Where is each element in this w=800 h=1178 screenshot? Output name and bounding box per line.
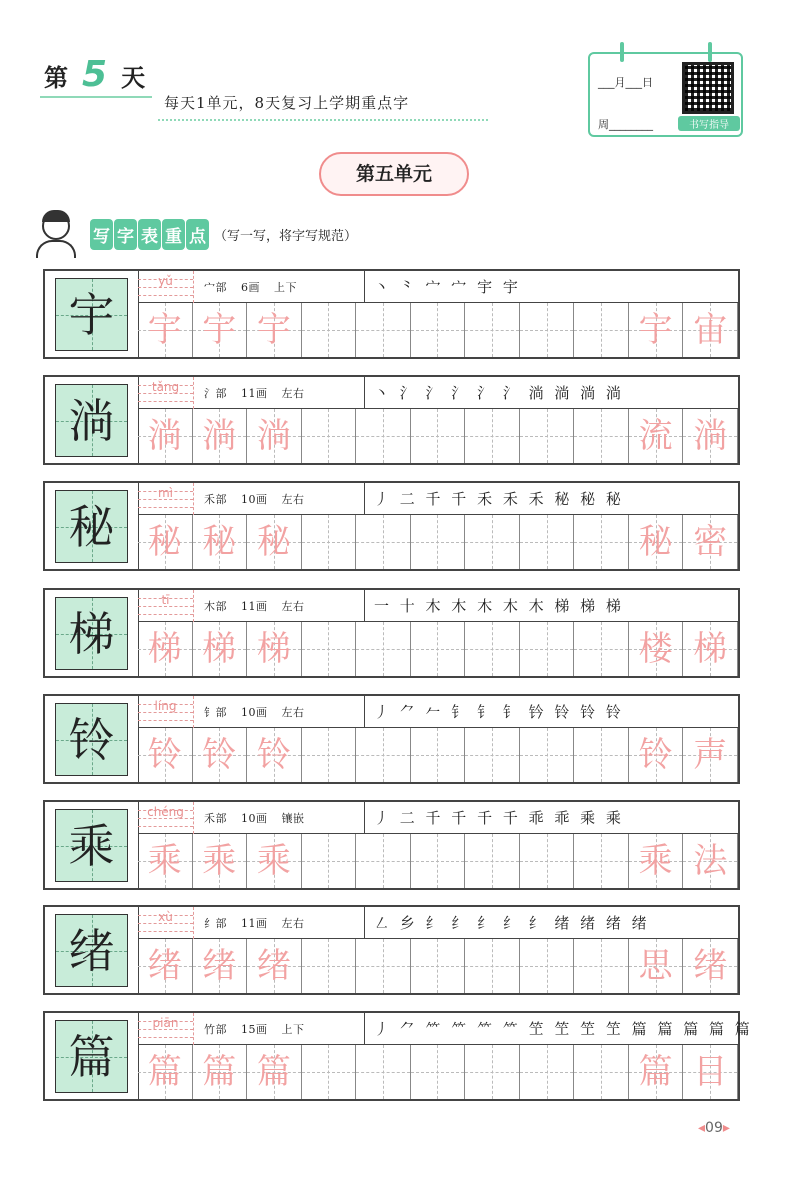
practice-cell[interactable] (629, 939, 684, 993)
practice-cell[interactable] (356, 409, 411, 463)
practice-cell[interactable] (247, 728, 302, 782)
main-char-box (55, 597, 128, 670)
trace-char: 篇 (202, 1052, 237, 1092)
radical: 禾部 (204, 812, 227, 825)
main-char-box (55, 914, 128, 987)
main-char-box (55, 384, 128, 457)
practice-cell[interactable] (247, 303, 302, 357)
word-char: 声 (693, 735, 728, 775)
practice-cell[interactable] (520, 728, 575, 782)
practice-cell[interactable] (193, 409, 248, 463)
trace-char: 乘 (256, 841, 291, 881)
date-field[interactable]: ___月___日 (598, 76, 653, 89)
practice-cell[interactable] (520, 409, 575, 463)
char-row (43, 375, 740, 465)
main-char-box (55, 703, 128, 776)
practice-cell[interactable] (302, 515, 357, 569)
date-card (588, 52, 743, 137)
stroke-count: 10画 (241, 493, 268, 506)
char-row (43, 481, 740, 571)
word-char: 宇 (638, 310, 673, 350)
radical: 木部 (204, 600, 227, 613)
word-char: 法 (693, 841, 728, 881)
practice-cell[interactable] (247, 622, 302, 676)
stroke-order: 丿 二 千 千 千 千 乖 乖 乘 乘 (374, 809, 624, 827)
practice-cell[interactable] (574, 622, 629, 676)
structure: 左右 (281, 493, 305, 506)
pinyin: yǔ (158, 274, 173, 288)
practice-cell[interactable] (302, 1045, 357, 1099)
structure: 左右 (281, 917, 305, 930)
practice-cell[interactable] (683, 1045, 738, 1099)
trace-char: 铃 (202, 735, 237, 775)
pinyin: tǎng (151, 380, 180, 394)
practice-cell[interactable] (520, 622, 575, 676)
pinyin: líng (154, 699, 177, 713)
practice-cell[interactable] (629, 728, 684, 782)
practice-cell[interactable] (629, 1045, 684, 1099)
practice-cell[interactable] (683, 728, 738, 782)
char-info (204, 1021, 305, 1037)
char-info (204, 491, 305, 507)
pinyin-box (138, 483, 194, 515)
stroke-order: 丶 ⺀ 宀 宀 宇 宇 (374, 278, 521, 296)
unit-title: 第五单元 (319, 152, 469, 196)
practice-cell[interactable] (356, 1045, 411, 1099)
practice-cell[interactable] (629, 622, 684, 676)
practice-cell[interactable] (465, 1045, 520, 1099)
day-number: 5 (82, 54, 108, 95)
practice-grid (138, 728, 738, 782)
practice-cell[interactable] (193, 622, 248, 676)
pinyin-box (138, 802, 194, 834)
practice-grid (138, 303, 738, 357)
char-info (204, 385, 305, 401)
practice-cell[interactable] (683, 939, 738, 993)
word-char: 宙 (693, 310, 728, 350)
practice-cell[interactable] (411, 515, 466, 569)
word-char: 铃 (638, 735, 673, 775)
pinyin-box (138, 1013, 194, 1045)
practice-cell[interactable] (683, 622, 738, 676)
stroke-count: 11画 (241, 600, 268, 613)
practice-cell[interactable] (411, 622, 466, 676)
radical: 氵部 (204, 387, 227, 400)
practice-cell[interactable] (411, 1045, 466, 1099)
radical: 竹部 (204, 1023, 227, 1036)
practice-cell[interactable] (520, 939, 575, 993)
word-char: 秘 (638, 522, 673, 562)
char-info (204, 810, 305, 826)
radical: 钅部 (204, 706, 227, 719)
structure: 镶嵌 (281, 812, 305, 825)
main-char-box (55, 490, 128, 563)
trace-char: 宇 (256, 310, 291, 350)
trace-char: 宇 (202, 310, 237, 350)
section-label-char: 点 (186, 219, 209, 250)
practice-cell[interactable] (138, 834, 193, 888)
char-info (204, 279, 297, 295)
week-field[interactable]: 周________ (598, 118, 653, 131)
info-strip (138, 696, 738, 728)
section-header (32, 210, 357, 258)
subtitle: 每天1单元，8天复习上学期重点字 (158, 92, 488, 121)
main-char: 乘 (68, 819, 115, 873)
stroke-count: 10画 (241, 706, 268, 719)
pinyin-box (138, 590, 194, 622)
practice-cell[interactable] (138, 515, 193, 569)
practice-cell[interactable] (411, 409, 466, 463)
main-char: 篇 (68, 1030, 115, 1084)
practice-cell[interactable] (302, 834, 357, 888)
stroke-order: 丶 氵 氵 氵 氵 氵 淌 淌 淌 淌 (374, 384, 624, 402)
word-char: 密 (693, 522, 728, 562)
word-char: 目 (693, 1052, 728, 1092)
trace-char: 秘 (147, 522, 182, 562)
practice-cell[interactable] (574, 1045, 629, 1099)
trace-char: 篇 (256, 1052, 291, 1092)
info-strip (138, 271, 738, 303)
practice-cell[interactable] (302, 939, 357, 993)
main-char: 淌 (68, 394, 115, 448)
word-char: 乘 (638, 841, 673, 881)
practice-cell[interactable] (302, 622, 357, 676)
practice-grid (138, 834, 738, 888)
word-char: 篇 (638, 1052, 673, 1092)
structure: 左右 (281, 706, 305, 719)
practice-cell[interactable] (574, 303, 629, 357)
main-char-box (55, 278, 128, 351)
word-char: 绪 (693, 946, 728, 986)
trace-char: 铃 (147, 735, 182, 775)
char-info (204, 598, 305, 614)
practice-cell[interactable] (683, 515, 738, 569)
practice-cell[interactable] (629, 515, 684, 569)
info-strip (138, 907, 738, 939)
practice-cell[interactable] (356, 728, 411, 782)
stroke-count: 10画 (241, 812, 268, 825)
practice-cell[interactable] (193, 834, 248, 888)
practice-cell[interactable] (356, 303, 411, 357)
structure: 上下 (281, 1023, 305, 1036)
radical: 禾部 (204, 493, 227, 506)
practice-cell[interactable] (574, 409, 629, 463)
radical: 纟部 (204, 917, 227, 930)
page-number: ◂09▸ (698, 1120, 730, 1136)
practice-cell[interactable] (520, 1045, 575, 1099)
boy-mascot-icon (32, 210, 84, 258)
page-number-text: 09 (705, 1120, 723, 1136)
practice-cell[interactable] (302, 303, 357, 357)
practice-grid (138, 515, 738, 569)
pinyin: mì (157, 486, 174, 500)
main-char: 梯 (68, 607, 115, 661)
section-label-char: 写 (90, 219, 113, 250)
practice-cell[interactable] (574, 939, 629, 993)
stroke-count: 11画 (241, 917, 268, 930)
practice-cell[interactable] (520, 834, 575, 888)
ring-icon (620, 42, 624, 62)
radical: 宀部 (204, 281, 227, 294)
trace-char: 秘 (256, 522, 291, 562)
practice-cell[interactable] (629, 409, 684, 463)
day-prefix: 第 (44, 64, 68, 92)
main-char-box (55, 1020, 128, 1093)
info-strip (138, 1013, 753, 1045)
practice-cell[interactable] (138, 939, 193, 993)
day-suffix: 天 (121, 64, 146, 92)
char-row (43, 1011, 753, 1101)
practice-cell[interactable] (574, 728, 629, 782)
practice-cell[interactable] (520, 515, 575, 569)
practice-cell[interactable] (683, 303, 738, 357)
structure: 左右 (281, 387, 305, 400)
practice-cell[interactable] (193, 1045, 248, 1099)
char-info (204, 704, 305, 720)
char-row (43, 905, 740, 995)
day-title (44, 54, 145, 95)
practice-cell[interactable] (683, 834, 738, 888)
word-char: 梯 (693, 629, 728, 669)
word-char: 楼 (638, 629, 673, 669)
practice-cell[interactable] (302, 728, 357, 782)
practice-cell[interactable] (356, 622, 411, 676)
practice-cell[interactable] (629, 303, 684, 357)
practice-cell[interactable] (465, 939, 520, 993)
stroke-order: 一 十 木 木 木 木 木 梯 梯 梯 (374, 597, 624, 615)
ring-icon (708, 42, 712, 62)
practice-cell[interactable] (302, 409, 357, 463)
practice-cell[interactable] (520, 303, 575, 357)
stroke-order: 丿 二 千 千 禾 禾 禾 秘 秘 秘 (374, 490, 624, 508)
main-char: 宇 (68, 288, 115, 342)
char-row (43, 800, 740, 890)
structure: 上下 (274, 281, 297, 294)
stroke-count: 6画 (241, 281, 260, 294)
practice-cell[interactable] (138, 622, 193, 676)
info-strip (138, 802, 738, 834)
char-row (43, 588, 740, 678)
trace-char: 淌 (256, 416, 291, 456)
practice-cell[interactable] (138, 409, 193, 463)
trace-char: 绪 (256, 946, 291, 986)
pinyin: tī (161, 593, 170, 607)
trace-char: 乘 (147, 841, 182, 881)
section-note: （写一写，将字写规范） (214, 228, 358, 244)
practice-cell[interactable] (465, 515, 520, 569)
practice-cell[interactable] (411, 303, 466, 357)
main-char: 绪 (68, 924, 115, 978)
practice-cell[interactable] (247, 939, 302, 993)
char-row (43, 269, 740, 359)
practice-cell[interactable] (574, 515, 629, 569)
practice-grid (138, 1045, 738, 1099)
practice-cell[interactable] (465, 409, 520, 463)
trace-char: 绪 (202, 946, 237, 986)
practice-cell[interactable] (465, 834, 520, 888)
stroke-count: 15画 (241, 1023, 268, 1036)
practice-cell[interactable] (465, 622, 520, 676)
trace-char: 淌 (202, 416, 237, 456)
practice-grid (138, 939, 738, 993)
word-char: 流 (638, 416, 673, 456)
practice-cell[interactable] (465, 728, 520, 782)
trace-char: 梯 (256, 629, 291, 669)
qr-code-icon[interactable] (682, 62, 734, 114)
pinyin-box (138, 907, 194, 939)
info-strip (138, 590, 738, 622)
practice-cell[interactable] (247, 409, 302, 463)
stroke-order: 丿 ⺈ ⺮ ⺮ ⺮ ⺮ 笁 笁 笁 笁 篇 篇 篇 篇 篇 (374, 1020, 753, 1038)
practice-cell[interactable] (465, 303, 520, 357)
trace-char: 铃 (256, 735, 291, 775)
section-label-char: 字 (114, 219, 137, 250)
char-info (204, 915, 305, 931)
practice-cell[interactable] (356, 834, 411, 888)
practice-cell[interactable] (683, 409, 738, 463)
practice-cell[interactable] (138, 1045, 193, 1099)
section-label-char: 表 (138, 219, 161, 250)
pinyin: chéng (147, 805, 184, 819)
practice-cell[interactable] (356, 515, 411, 569)
practice-cell[interactable] (193, 515, 248, 569)
header-divider (40, 96, 152, 98)
practice-cell[interactable] (411, 728, 466, 782)
pinyin: xù (158, 910, 173, 924)
practice-cell[interactable] (247, 515, 302, 569)
main-char: 秘 (68, 500, 115, 554)
main-char-box (55, 809, 128, 882)
pinyin: piān (152, 1016, 179, 1030)
trace-char: 乘 (202, 841, 237, 881)
main-char: 铃 (68, 713, 115, 767)
stroke-order: ㇜ 乡 纟 纟 纟 纟 纟 绪 绪 绪 绪 (374, 914, 650, 932)
practice-grid (138, 409, 738, 463)
trace-char: 宇 (147, 310, 182, 350)
trace-char: 秘 (202, 522, 237, 562)
pinyin-box (138, 271, 194, 303)
practice-cell[interactable] (193, 303, 248, 357)
practice-cell[interactable] (356, 939, 411, 993)
word-char: 淌 (693, 416, 728, 456)
trace-char: 梯 (202, 629, 237, 669)
practice-cell[interactable] (574, 834, 629, 888)
trace-char: 篇 (147, 1052, 182, 1092)
section-label-char: 重 (162, 219, 185, 250)
practice-cell[interactable] (138, 728, 193, 782)
practice-cell[interactable] (193, 728, 248, 782)
trace-char: 梯 (147, 629, 182, 669)
practice-cell[interactable] (247, 1045, 302, 1099)
practice-cell[interactable] (411, 834, 466, 888)
section-label (90, 219, 210, 250)
info-strip (138, 377, 738, 409)
stroke-order: 丿 ⺈ 𠂉 钅 钅 钅 钤 铃 铃 铃 (374, 703, 624, 721)
practice-cell[interactable] (247, 834, 302, 888)
word-char: 思 (638, 946, 673, 986)
practice-grid (138, 622, 738, 676)
pinyin-box (138, 696, 194, 728)
practice-cell[interactable] (629, 834, 684, 888)
trace-char: 淌 (147, 416, 182, 456)
structure: 左右 (281, 600, 305, 613)
char-row (43, 694, 740, 784)
qr-label: 书写指导 (678, 116, 740, 131)
pinyin-box (138, 377, 194, 409)
stroke-count: 11画 (241, 387, 268, 400)
practice-cell[interactable] (411, 939, 466, 993)
info-strip (138, 483, 738, 515)
trace-char: 绪 (147, 946, 182, 986)
practice-cell[interactable] (193, 939, 248, 993)
practice-cell[interactable] (138, 303, 193, 357)
